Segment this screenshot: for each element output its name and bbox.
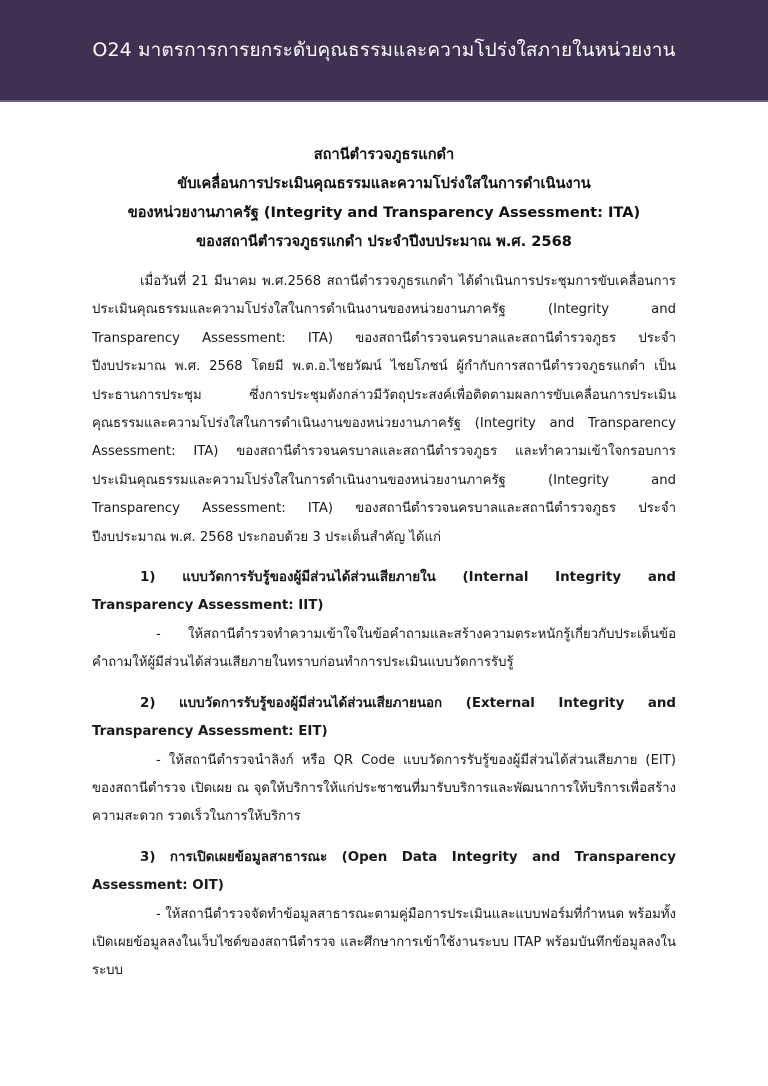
banner-title: O24 มาตรการการยกระดับคุณธรรมและความโปร่งใสภายในหน่วยงาน [92, 39, 676, 61]
item-body: - ให้สถานีตำรวจนำลิงก์ หรือ QR Code แบบวัดการรับรู้ของผู้มีส่วนได้ส่วนเสียภาย (EIT) ของสถานีตำรวจ เปิดเผย ณ จุดให้บริการให้แก่ประชาชนที่มารับบริการและพัฒนาการให้บริการเพื่อสร้างความสะดวก รวดเร็วในการให้บริการ [92, 752, 676, 825]
intro-paragraph: เมื่อวันที่ 21 มีนาคม พ.ศ.2568 สถานีตำรวจภูธรแกดำ ได้ดำเนินการประชุมการขับเคลื่อนการประเมินคุณธรรมและความโปร่งใสในการดำเนินงานของหน่วยงานภาครัฐ (Integrity and Transparency Assessment: ITA) ของสถานีตำรวจนครบาลและสถานีตำรวจภูธร ประจำปีงบประมาณ พ.ศ. 2568 โดยมี พ.ต.อ.ไชยวัฒน์ ไชยโภชน์ ผู้กำกับการสถานีตำรวจภูธรแกดำ เป็นประธานการประชุม ซึ่งการประชุมดังกล่าวมีวัตถุประสงค์เพื่อติดตามผลการขับเคลื่อนการประเมินคุณธรรมและความโปร่งใสในการดำเนินงานของหน่วยงานภาครัฐ (Integrity and Transparency Assessment: ITA) ของสถานีตำรวจนครบาลและสถานีตำรวจภูธร และทำความเข้าใจกรอบการประเมินคุณธรรมและความโปร่งใสในการดำเนินงานของหน่วยงานภาครัฐ (Integrity and Transparency Assessment: ITA) ของสถานีตำรวจนครบาลและสถานีตำรวจภูธร ประจำปีงบประมาณ พ.ศ. 2568 ประกอบด้วย 3 ประเด็นสำคัญ ได้แก่ [92, 274, 676, 545]
heading-line: ขับเคลื่อนการประเมินคุณธรรมและความโปร่งใสในการดำเนินงาน [177, 175, 591, 192]
item-title: 3) การเปิดเผยข้อมูลสาธารณะ (Open Data Integrity and Transparency Assessment: OIT) [92, 849, 676, 894]
heading-line: ของสถานีตำรวจภูธรแกดำ ประจำปีงบประมาณ พ.ศ. 2568 [196, 233, 572, 250]
assessment-item-oit [92, 844, 676, 986]
page-banner [0, 0, 768, 102]
heading-line: ของหน่วยงานภาครัฐ (Integrity and Transparency Assessment: ITA) [127, 204, 641, 221]
assessment-item-iit [92, 564, 676, 678]
document-body [92, 140, 676, 986]
document-heading [92, 140, 676, 256]
item-title: 1) แบบวัดการรับรู้ของผู้มีส่วนได้ส่วนเสียภายใน (Internal Integrity and Transparency Assessment: IIT) [92, 570, 676, 614]
item-body: - ให้สถานีตำรวจทำความเข้าใจในข้อคำถามและสร้างความตระหนักรู้เกี่ยวกับประเด็นข้อคำถามให้ผู้มีส่วนได้ส่วนเสียภายในทราบก่อนทำการประเมินแบบวัดการรับรู้ [92, 626, 676, 671]
item-body: - ให้สถานีตำรวจจัดทำข้อมูลสาธารณะตามคู่มือการประเมินและแบบฟอร์มที่กำหนด พร้อมทั้งเปิดเผยข้อมูลลงในเว็บไซต์ของสถานีตำรวจ และศึกษาการเข้าใช้งานระบบ ITAP พร้อมบันทึกข้อมูลลงในระบบ [92, 906, 676, 979]
heading-line: สถานีตำรวจภูธรแกดำ [313, 146, 455, 163]
assessment-item-eit [92, 690, 676, 832]
item-title: 2) แบบวัดการรับรู้ของผู้มีส่วนได้ส่วนเสียภายนอก (External Integrity and Transparency Assessment: EIT) [92, 695, 676, 740]
